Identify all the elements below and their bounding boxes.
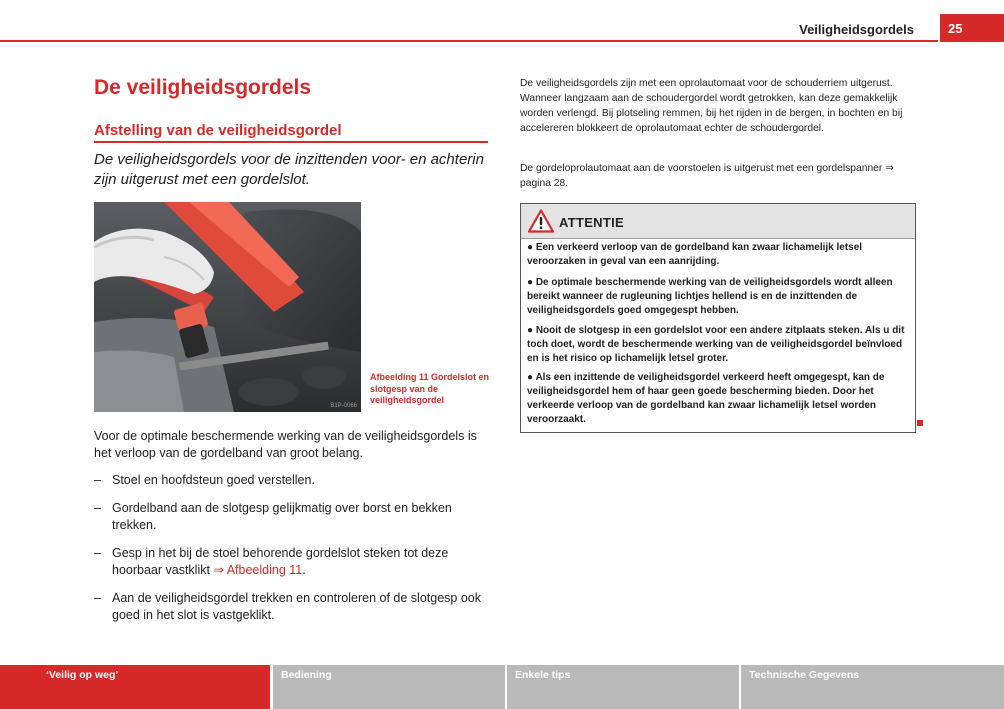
tab-bediening[interactable] <box>273 665 505 709</box>
list-dash: – <box>94 473 101 487</box>
pretensioner-paragraph: De gordeloprolautomaat aan de voorstoelen is uitgerust met een gordelspanner ⇒ pagina 28. <box>520 163 894 189</box>
section-end-marker <box>917 420 923 426</box>
list-dash: – <box>94 546 101 560</box>
page-header <box>0 0 1004 42</box>
list-item-suffix: . <box>302 563 306 577</box>
list-item-text-with-link <box>112 545 488 579</box>
list-item-text: Stoel en hoofdsteun goed verstellen. <box>112 473 315 487</box>
chapter-navigation <box>0 665 1004 709</box>
list-item <box>94 545 488 579</box>
warning-header <box>521 204 915 239</box>
list-dash: – <box>94 591 101 605</box>
page-number-badge <box>940 14 1004 42</box>
warning-item: ● Nooit de slotgesp in een gordelslot voor een andere zitplaats steken. Als u dit toch doet, wordt de beschermende werking van de veiligheidsgordel beïnvloed en is het risico op lichamelijk letsel groter. <box>527 325 905 364</box>
tab-label: Technische Gegevens <box>749 669 860 681</box>
warning-item: ● Een verkeerd verloop van de gordelband kan zwaar lichamelijk letsel veroorzaken in geval van een aanrijding. <box>527 242 863 267</box>
seatbelt-buckle-illustration <box>94 202 361 412</box>
warning-item: ● Als een inzittende de veiligheidsgordel verkeerd heeft omgegespt, kan de veiligheidsgordel hem of haar geen goede bescherming bieden. Door het verkeerde verloop van de gordelband kan zwaar lichamelijk letsel worden veroorzaakt. <box>527 372 885 425</box>
tab-enkele-tips[interactable] <box>507 665 739 709</box>
figure-reference-code: B1P-0066 <box>330 403 357 409</box>
list-item <box>94 500 488 534</box>
seatbelt-buckle-image <box>94 202 361 412</box>
tab-technische-gegevens[interactable] <box>741 665 1004 709</box>
list-item-text: Gordelband aan de slotgesp gelijkmatig over borst en bekken trekken. <box>112 501 452 532</box>
figure-caption: Afbeelding 11 Gordelslot en slotgesp van de veiligheidsgordel <box>370 372 490 405</box>
warning-title: ATTENTIE <box>559 215 624 230</box>
warning-item: ● De optimale beschermende werking van de veiligheidsgordels wordt alleen bereikt wanneer de rugleuning lichtjes hellend is en de inzittenden de veiligheidsgordels goed omgegespt hebben. <box>527 277 893 316</box>
list-item <box>94 590 488 624</box>
list-item <box>94 472 488 489</box>
subsection-title: Afstelling van de veiligheidsgordel <box>94 122 342 139</box>
body-paragraph: Voor de optimale beschermende werking van de veiligheidsgordels is het verloop van de gordelband van groot belang. <box>94 429 477 460</box>
list-item-text: Gesp in het bij de stoel behorende gordelslot steken tot deze hoorbaar vastklikt <box>112 546 449 577</box>
header-rule <box>0 40 938 42</box>
tab-veilig-op-weg[interactable] <box>0 665 270 709</box>
figure-link[interactable]: ⇒ Afbeelding 11 <box>213 563 303 577</box>
retractor-paragraph: De veiligheidsgordels zijn met een oprolautomaat voor de schouderriem uitgerust. Wanneer langzaam aan de schoudergordel wordt getrokken, kan deze gemakkelijk worden verlengd. Bij plotseling remmen, bij het rijden in de bergen, in bochten en bij accelereren blokkeert de oprolautomaat echter de schoudergordel. <box>520 78 903 134</box>
warning-triangle-icon <box>528 209 554 233</box>
section-title: Veiligheidsgordels <box>799 22 914 37</box>
tab-label: ‘Veilig op weg’ <box>46 669 119 681</box>
warning-box <box>520 203 916 433</box>
tab-label: Enkele tips <box>515 669 571 681</box>
intro-text: De veiligheidsgordels voor de inzittenden voor- en achterin zijn uitgerust met een gordelslot. <box>94 151 484 188</box>
tab-label: Bediening <box>281 669 332 681</box>
page-number: 25 <box>948 21 963 36</box>
list-item-text: Aan de veiligheidsgordel trekken en controleren of de slotgesp ook goed in het slot is vastgeklikt. <box>112 591 481 622</box>
page-title: De veiligheidsgordels <box>94 76 312 99</box>
list-dash: – <box>94 501 101 515</box>
subsection-rule <box>94 141 488 143</box>
